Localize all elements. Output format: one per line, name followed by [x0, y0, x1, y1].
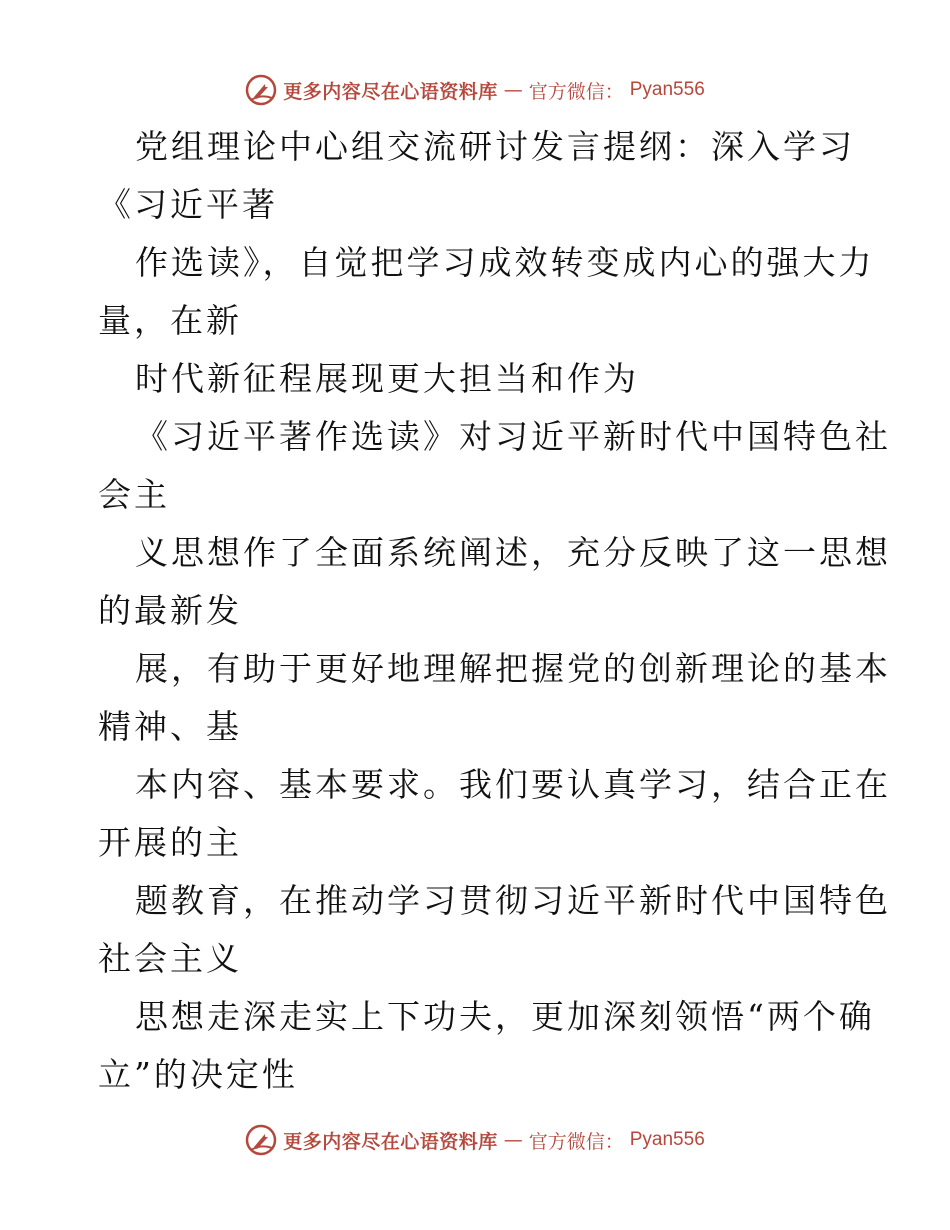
banner-brand-text: 更多内容尽在心语资料库	[283, 80, 498, 103]
banner-wechat-label: 官方微信：	[528, 1130, 624, 1153]
banner-wechat-id: Pyan556	[629, 1129, 705, 1150]
doc-line: 思想走深走实上下功夫，更加深刻领悟“两个确	[135, 997, 875, 1036]
document-body	[98, 118, 891, 1104]
header-banner	[0, 70, 950, 110]
doc-line: 义思想作了全面系统阐述，充分反映了这一思想	[135, 533, 891, 572]
doc-line: 时代新征程展现更大担当和作为	[135, 359, 639, 398]
banner-separator: —	[503, 79, 523, 101]
doc-line: 题教育，在推动学习贯彻习近平新时代中国特色	[135, 881, 891, 920]
banner-separator: —	[503, 1129, 523, 1151]
banner-wechat-id: Pyan556	[629, 79, 705, 100]
doc-line: 会主	[98, 475, 170, 514]
doc-line: 展，有助于更好地理解把握党的创新理论的基本	[135, 649, 891, 688]
doc-line: 开展的主	[98, 823, 242, 862]
footer-banner	[0, 1120, 950, 1160]
pen-nib-logo-icon	[245, 74, 277, 106]
doc-line: 《习近平著作选读》对习近平新时代中国特色社	[135, 417, 891, 456]
doc-line: 精神、基	[98, 707, 242, 746]
doc-line: 作选读》，自觉把学习成效转变成内心的强大力	[135, 243, 875, 282]
banner-wechat-label: 官方微信：	[528, 80, 624, 103]
doc-line: 《习近平著	[98, 185, 278, 224]
doc-line: 立”的决定性	[98, 1055, 298, 1094]
banner-brand-text: 更多内容尽在心语资料库	[283, 1130, 498, 1153]
doc-line: 量，在新	[98, 301, 242, 340]
doc-line: 社会主义	[98, 939, 242, 978]
pen-nib-logo-icon	[245, 1124, 277, 1156]
doc-line: 党组理论中心组交流研讨发言提纲：深入学习	[135, 127, 855, 166]
doc-line: 本内容、基本要求。我们要认真学习，结合正在	[135, 765, 891, 804]
doc-line: 的最新发	[98, 591, 242, 630]
